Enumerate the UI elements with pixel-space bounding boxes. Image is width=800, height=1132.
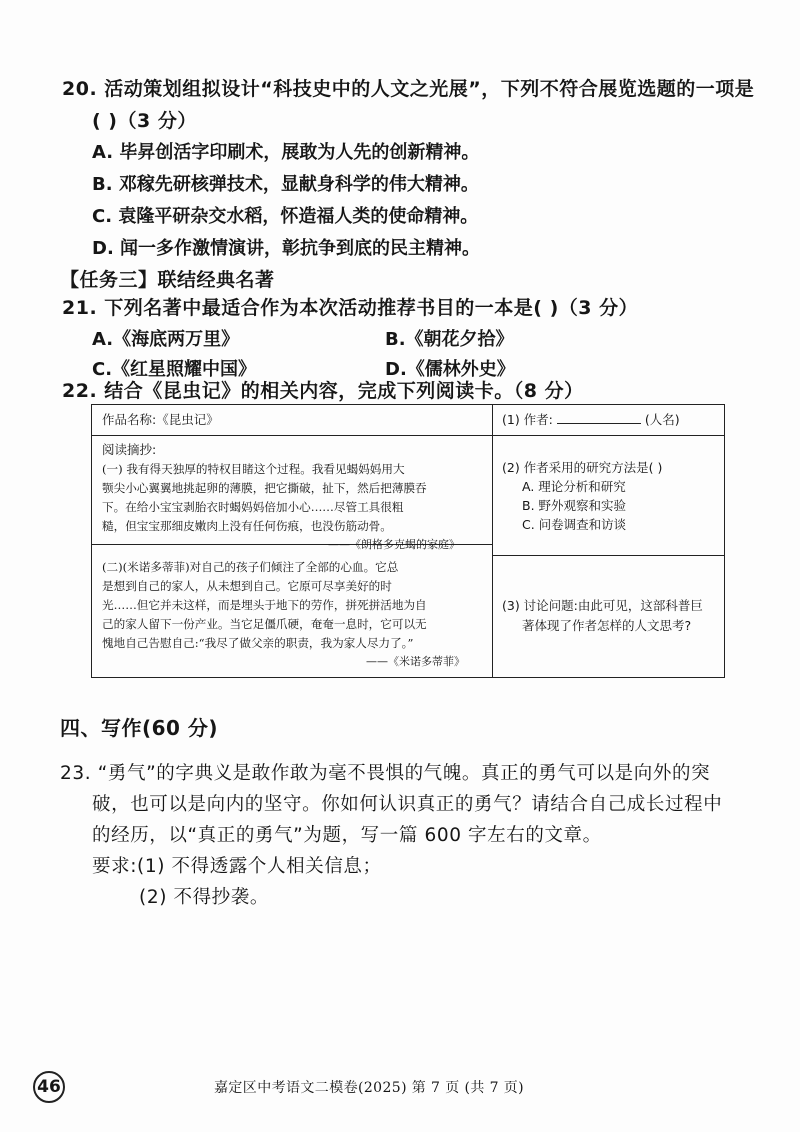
excerpt1-line1: (一) 我有得天独厚的特权目睹这个过程。我看见蝎妈妈用大 (102, 462, 405, 476)
section4-heading: 四、写作(60 分) (60, 716, 219, 740)
excerpt1-line2: 颚尖小心翼翼地挑起卵的薄膜，把它撕破，扯下，然后把薄膜吞 (102, 481, 427, 495)
excerpt2-line3: 光……但它并未这样，而是埋头于地下的劳作，拼死拼活地为自 (102, 598, 427, 612)
card-q2-option-b: B. 野外观察和实验 (522, 498, 627, 513)
card-title: 作品名称:《昆虫记》 (102, 412, 219, 427)
card-divider-vertical (492, 405, 493, 677)
author-blank[interactable] (557, 411, 641, 424)
q21-option-b: B.《朝花夕拾》 (385, 329, 514, 350)
q20-option-d: D. 闻一多作激情演讲，彰抗争到底的民主精神。 (92, 238, 481, 259)
q23-requirement-2: (2) 不得抄袭。 (139, 887, 269, 908)
card-q3-line2: 著体现了作者怎样的人文思考? (522, 618, 692, 633)
card-divider-top (92, 435, 724, 436)
page-badge: 46 (33, 1071, 65, 1103)
excerpt1-line3: 下。在给小宝宝剥胎衣时蝎妈妈倍加小心……尽管工具很粗 (102, 500, 404, 514)
card-author-suffix: (人名) (644, 412, 680, 427)
excerpt1-source: ——《朗格多克蝎的家庭》 (328, 538, 460, 551)
q20-stem-line1: 20. 活动策划组拟设计“科技史中的人文之光展”，下列不符合展览选题的一项是 (62, 78, 755, 100)
excerpt-label: 阅读摘抄: (102, 442, 157, 457)
card-q2-option-c: C. 问卷调查和访谈 (522, 517, 627, 532)
q21-option-c: C.《红星照耀中国》 (92, 359, 257, 380)
card-q2-stem: (2) 作者采用的研究方法是( ) (502, 460, 663, 475)
card-author-label: (1) 作者: (502, 412, 553, 427)
q23-line2: 破，也可以是向内的坚守。你如何认识真正的勇气？请结合自己成长过程中 (92, 794, 723, 815)
excerpt2-line1: (二)(米诺多蒂菲)对自己的孩子们倾注了全部的心血。它总 (102, 560, 399, 574)
excerpt2-line4: 己的家人留下一份产业。当它足僵爪硬，奄奄一息时，它可以无 (102, 617, 427, 631)
excerpt2-source: ——《米诺多蒂菲》 (366, 655, 465, 668)
card-author-row (502, 409, 680, 431)
q21-option-a: A.《海底两万里》 (92, 329, 240, 350)
task3-heading: 【任务三】联结经典名著 (60, 269, 275, 291)
card-q3-line1: (3) 讨论问题:由此可见，这部科普巨 (502, 598, 703, 613)
q21-option-d: D.《儒林外史》 (385, 359, 515, 380)
excerpt2-line2: 是想到自己的家人，从未想到自己。它原可尽享美好的时 (102, 579, 392, 593)
q23-line1: 23. “勇气”的字典义是敢作敢为毫不畏惧的气魄。真正的勇气可以是向外的突 (60, 763, 711, 784)
excerpt2-line5: 愧地自己告慰自己:“我尽了做父亲的职责，我为家人尽力了。” (102, 636, 414, 650)
q23-line3: 的经历，以“真正的勇气”为题，写一篇 600 字左右的文章。 (92, 825, 602, 846)
q20-option-a: A. 毕昇创活字印刷术，展敢为人先的创新精神。 (92, 142, 480, 163)
q23-requirement-1: 要求:(1) 不得透露个人相关信息； (92, 856, 382, 877)
q20-stem-line2: ( )（3 分） (92, 110, 197, 132)
card-divider-right (492, 555, 724, 556)
q21-stem: 21. 下列名著中最适合作为本次活动推荐书目的一本是( )（3 分） (62, 297, 639, 319)
card-q2-option-a: A. 理论分析和研究 (522, 479, 626, 494)
excerpt1-line4: 糙，但宝宝那细皮嫩肉上没有任何伤痕，也没伤筋动骨。 (102, 519, 392, 533)
page-footer: 嘉定区中考语文二模卷(2025) 第 7 页 (共 7 页) (214, 1080, 524, 1096)
reading-card (91, 404, 725, 678)
q22-stem: 22. 结合《昆虫记》的相关内容，完成下列阅读卡。（8 分） (62, 380, 584, 402)
q20-option-b: B. 邓稼先研核弹技术，显献身科学的伟大精神。 (92, 174, 479, 195)
q20-option-c: C. 袁隆平研杂交水稻，怀造福人类的使命精神。 (92, 206, 479, 227)
